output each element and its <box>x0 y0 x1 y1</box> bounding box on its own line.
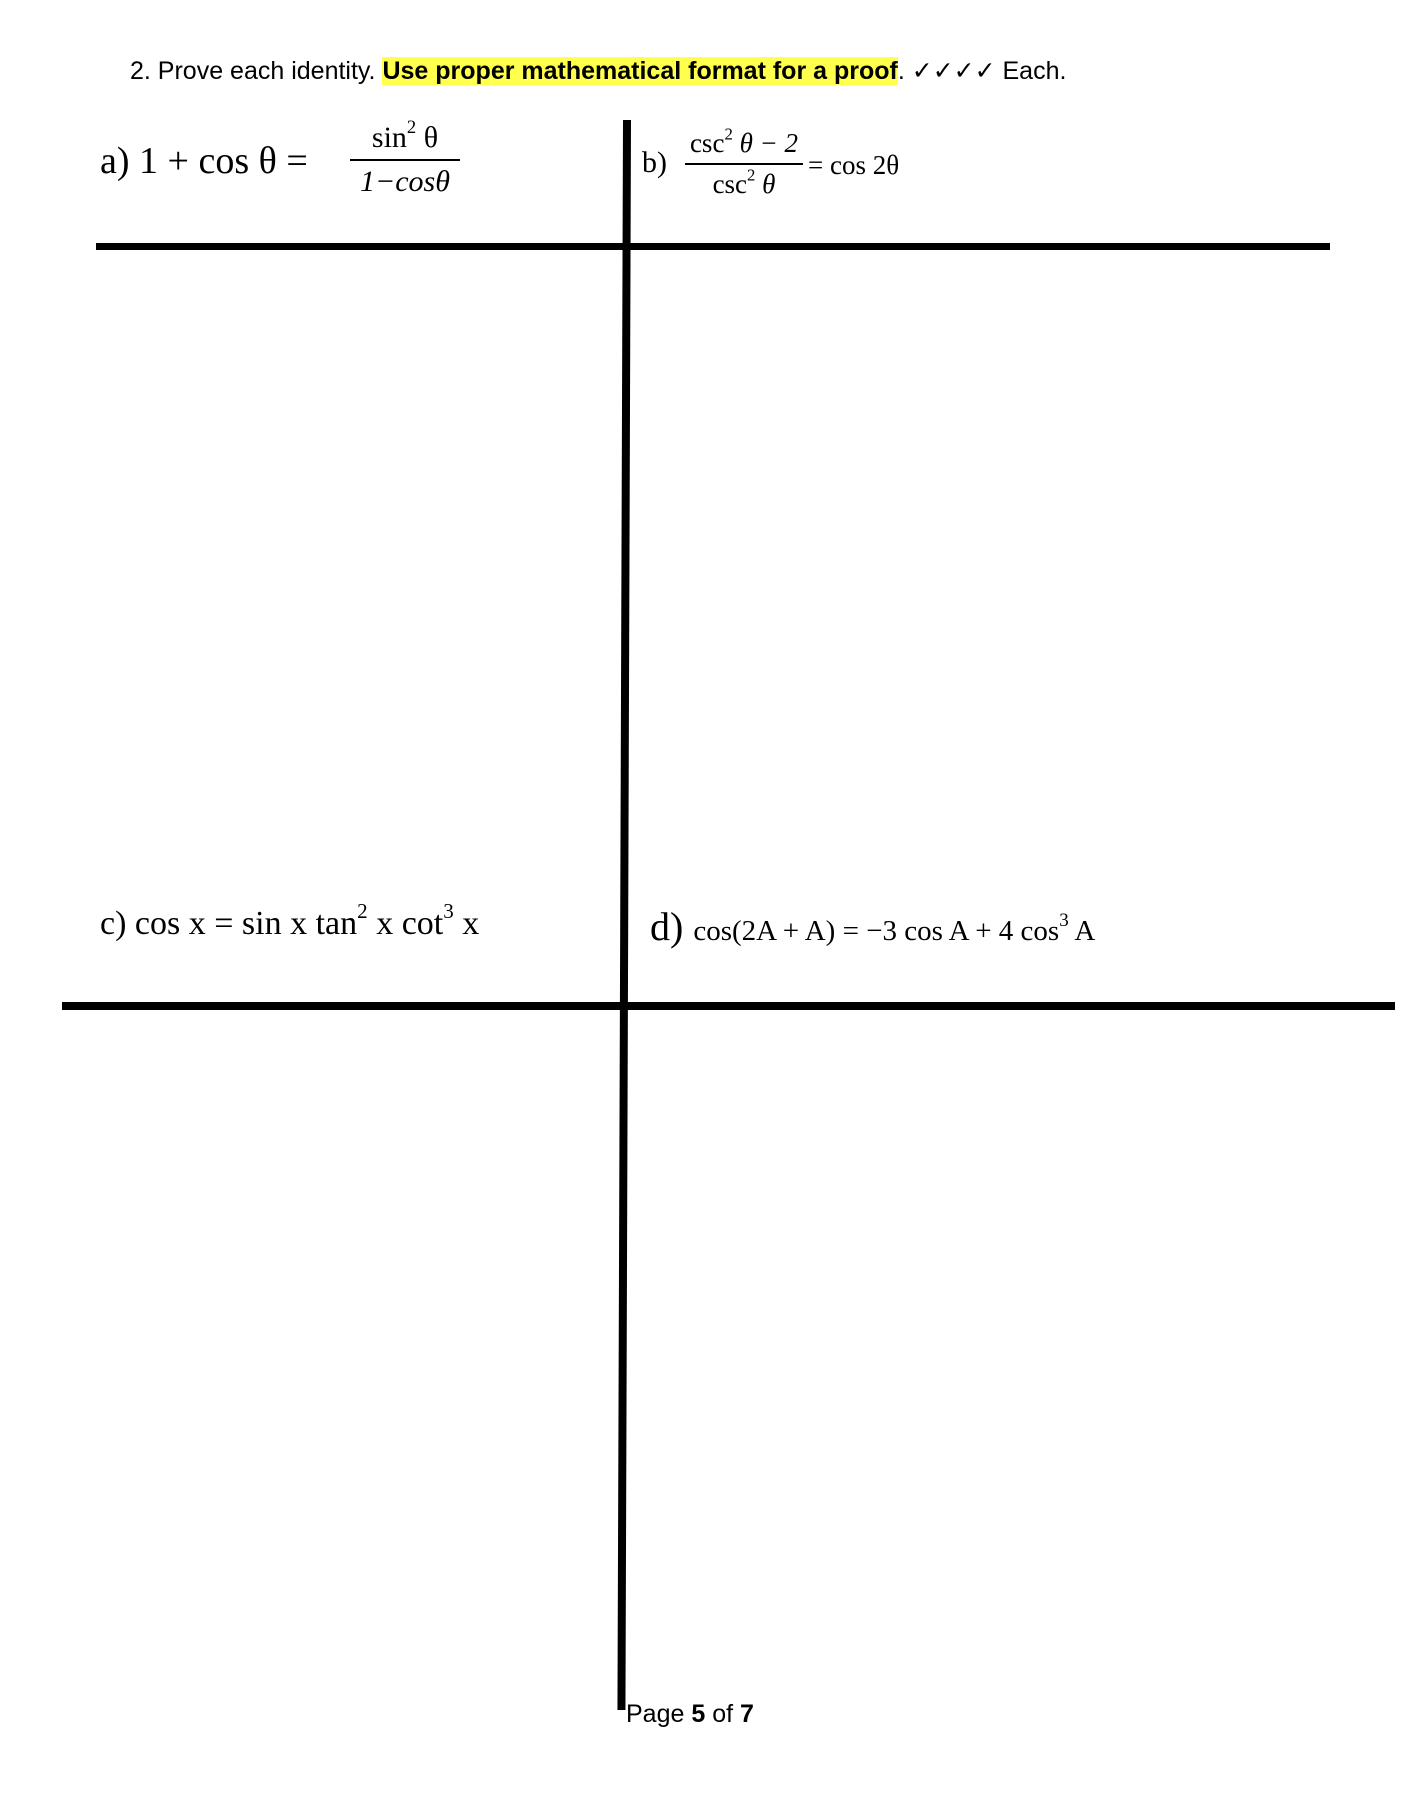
problem-a-lhs <box>100 139 308 183</box>
problem-a-fraction <box>350 117 460 199</box>
problem-b-rhs: = cos 2θ <box>808 150 900 180</box>
problem-a-fraction-bar <box>350 159 460 161</box>
vertical-divider <box>617 120 631 1710</box>
problem-b-fraction-bar <box>685 163 803 165</box>
problem-c-label: c) <box>100 905 135 942</box>
top-horizontal-divider <box>96 243 1330 250</box>
problem-b-fraction <box>685 124 803 200</box>
problem-d-label: d) <box>650 904 694 949</box>
problem-a-numerator: $\sin^2 \theta$ <box>371 117 439 154</box>
problem-a-left-side: 1 + cos θ = <box>139 140 308 182</box>
checkmarks: ✓✓✓✓ <box>911 57 996 85</box>
problem-b-label: b) <box>642 146 667 179</box>
middle-horizontal-divider <box>62 1002 1395 1010</box>
problem-a-label: a) <box>100 140 140 182</box>
problem-a-denominator: 1−cosθ <box>360 165 450 198</box>
problem-b-numerator: $\csc^2 \theta - 2$ <box>689 124 799 158</box>
instruction-intro: 2. Prove each identity. <box>130 57 383 85</box>
problem-d-equation: d) cos(2A + A) = −3 cos A + 4 $\cos^3 A$ <box>650 904 1096 949</box>
page-number: Page 5 of 7 <box>626 1700 754 1728</box>
problem-b-denominator: $\csc^2 \theta$ <box>712 165 776 199</box>
instruction-period: . <box>897 57 912 85</box>
instruction-heading <box>130 56 1066 86</box>
instruction-each: Each. <box>995 57 1067 85</box>
highlighted-instruction: Use proper mathematical format for a proof <box>382 57 898 85</box>
problem-c-equation: c) cos x = sin x $\tan^2 x$ $\cot^3 x$ <box>100 899 480 942</box>
